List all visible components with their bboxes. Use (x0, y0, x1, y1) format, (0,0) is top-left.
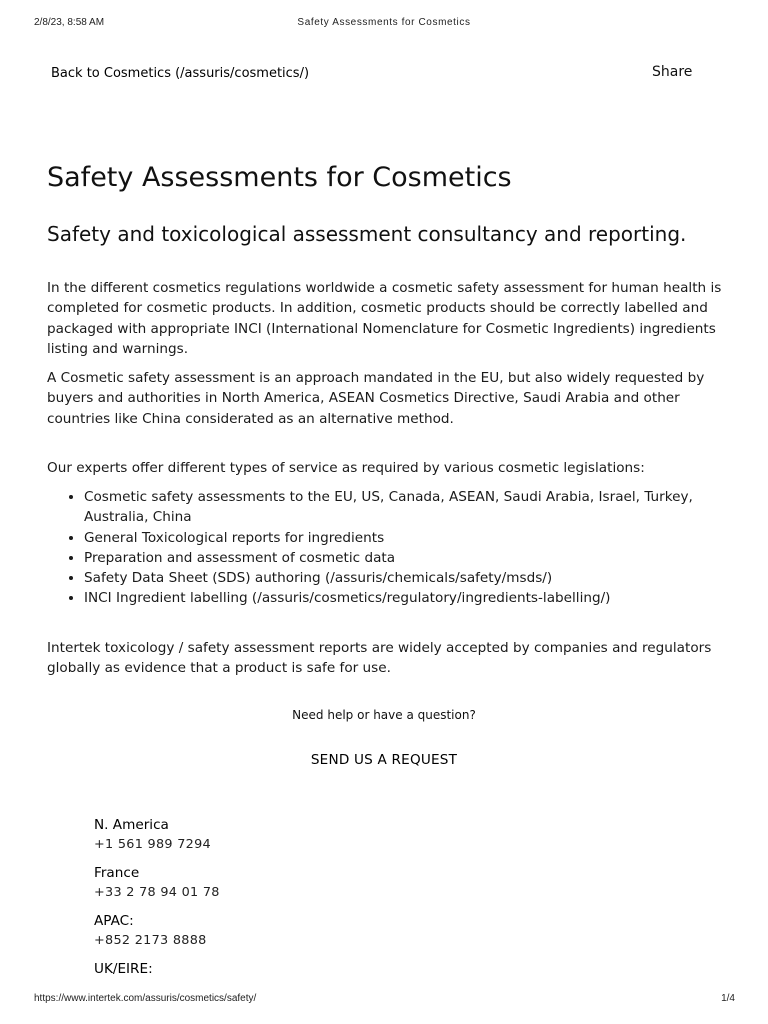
contact-region: France (94, 865, 140, 881)
intro-paragraph: In the different cosmetics regulations worldwide a cosmetic safety assessment for human health is completed for cosmetic products. In addition, cosmetic products should be correctly labelled and packaged with appropriate INCI (International Nomenclature for Cosmetic Ingredients) ingredients listing and warnings. (47, 280, 722, 357)
page-title: Safety Assessments for Cosmetics (47, 162, 512, 193)
print-header (0, 17, 768, 31)
assessment-paragraph: A Cosmetic safety assessment is an approach mandated in the EU, but also widely requested by buyers and authorities in North America, ASEAN Cosmetics Directive, Saudi Arabia and other countries like China considerated as an alternative method. (47, 370, 705, 427)
page-subtitle: Safety and toxicological assessment consultancy and reporting. (47, 222, 687, 246)
help-text: Need help or have a question? (292, 708, 476, 722)
services-intro-paragraph: Our experts offer different types of service as required by various cosmetic legislations: (47, 460, 645, 476)
print-url: https://www.intertek.com/assuris/cosmetics/safety/ (34, 993, 257, 1004)
print-datetime: 2/8/23, 8:58 AM (34, 17, 105, 28)
acceptance-paragraph: Intertek toxicology / safety assessment reports are widely accepted by companies and regulators globally as evidence that a product is safe for use. (47, 640, 712, 677)
share-button[interactable]: Share (652, 64, 693, 80)
contact-block (94, 815, 394, 855)
send-request-button[interactable]: SEND US A REQUEST (310, 752, 458, 768)
list-item[interactable]: • Safety Data Sheet (SDS) authoring (/assuris/chemicals/safety/msds/) (84, 568, 744, 588)
contact-block (94, 959, 394, 979)
print-page-title: Safety Assessments for Cosmetics (297, 17, 471, 28)
contact-phone[interactable]: +33 2 78 94 01 78 (94, 885, 220, 900)
back-to-cosmetics-link[interactable]: Back to Cosmetics (/assuris/cosmetics/) (51, 66, 310, 81)
list-item: • Preparation and assessment of cosmetic data (84, 548, 744, 568)
contact-region: N. America (94, 817, 169, 833)
print-page-number: 1/4 (721, 993, 735, 1004)
print-footer (0, 993, 768, 1007)
contact-phone[interactable]: +852 2173 8888 (94, 933, 207, 948)
list-item: • Cosmetic safety assessments to the EU, US, Canada, ASEAN, Saudi Arabia, Israel, Turkey, Australia, China (84, 487, 744, 528)
contact-region: UK/EIRE: (94, 961, 153, 977)
list-item: • General Toxicological reports for ingredients (84, 528, 744, 548)
contact-block (94, 911, 394, 951)
contact-block (94, 863, 394, 903)
services-list (47, 487, 744, 609)
contact-region: APAC: (94, 913, 134, 929)
list-item[interactable]: • INCI Ingredient labelling (/assuris/cosmetics/regulatory/ingredients-labelling/) (84, 588, 744, 608)
contact-phone[interactable]: +1 561 989 7294 (94, 837, 211, 852)
